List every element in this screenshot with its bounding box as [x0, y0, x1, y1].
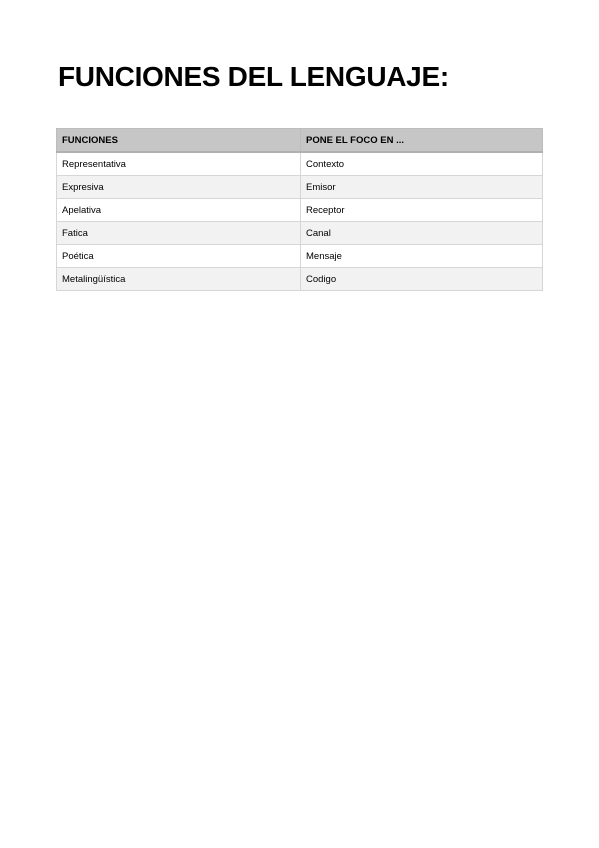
function-cell: Poética	[57, 245, 301, 268]
table-row	[57, 199, 543, 222]
table-row	[57, 222, 543, 245]
function-cell: Representativa	[57, 152, 301, 176]
functions-table	[56, 128, 543, 291]
focus-cell: Mensaje	[301, 245, 543, 268]
function-cell: Expresiva	[57, 176, 301, 199]
function-cell: Fatica	[57, 222, 301, 245]
table-row	[57, 245, 543, 268]
page-title: FUNCIONES DEL LENGUAJE:	[58, 61, 449, 92]
table-body	[57, 152, 543, 291]
function-cell: Metalingüística	[57, 268, 301, 291]
table-row	[57, 176, 543, 199]
column-header-funciones: FUNCIONES	[57, 129, 301, 153]
table-row	[57, 152, 543, 176]
function-cell: Apelativa	[57, 199, 301, 222]
focus-cell: Canal	[301, 222, 543, 245]
focus-cell: Emisor	[301, 176, 543, 199]
focus-cell: Codigo	[301, 268, 543, 291]
table-row	[57, 268, 543, 291]
table-header	[57, 129, 543, 153]
column-header-pone-el-foco-en: PONE EL FOCO EN ...	[301, 129, 543, 153]
table-header-row	[57, 129, 543, 153]
focus-cell: Receptor	[301, 199, 543, 222]
focus-cell: Contexto	[301, 152, 543, 176]
